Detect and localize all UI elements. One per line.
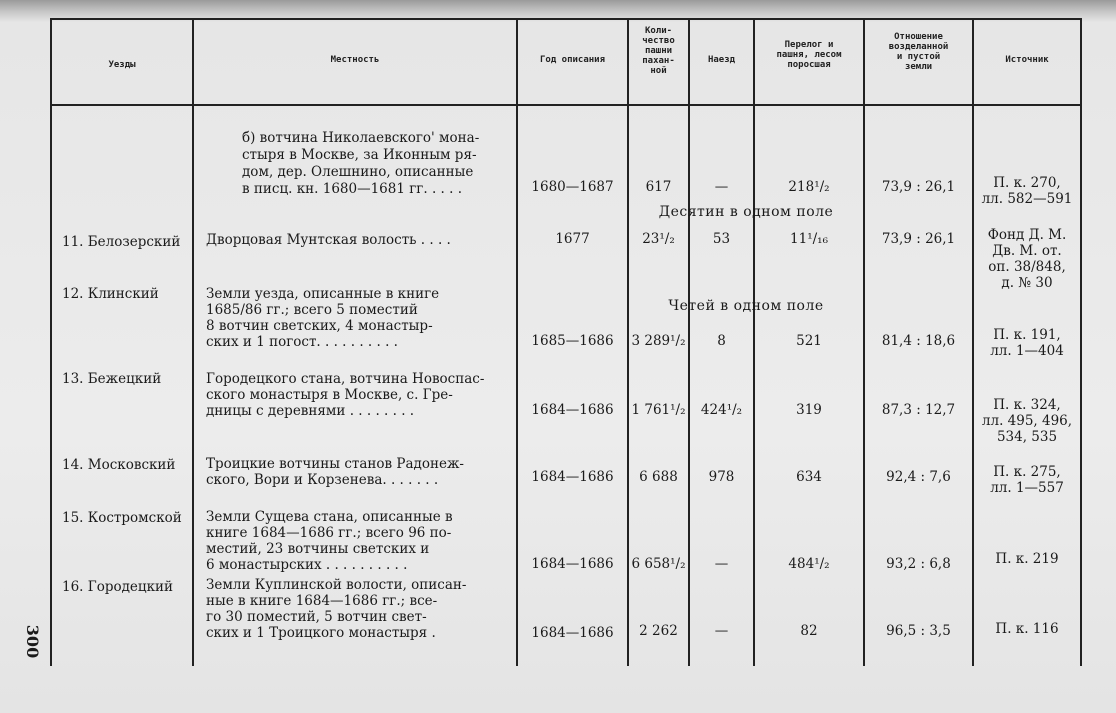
column-header-year: Год описания: [539, 55, 606, 65]
row-naezd: —: [714, 179, 729, 195]
row-otnoshenie: 73,9 : 26,1: [881, 231, 956, 247]
row-year: 1684—1686: [531, 556, 614, 572]
row-mestnost-line: б) вотчина Николаевского' мона-: [242, 130, 480, 146]
header-top-rule: [50, 18, 1082, 20]
row-mestnost-line: Городецкого стана, вотчина Новоспас-: [206, 371, 485, 387]
row-istochnik-line: П. к. 324,: [993, 397, 1061, 413]
row-perelog: 82: [800, 623, 818, 639]
row-istochnik-line: оп. 38/848,: [988, 259, 1066, 275]
row-istochnik-line: П. к. 270,: [993, 175, 1061, 191]
row-year: 1677: [555, 231, 590, 247]
row-pashnya: 617: [645, 179, 672, 195]
row-year: 1685—1686: [531, 333, 614, 349]
row-perelog: 319: [796, 402, 822, 418]
row-istochnik-line: 534, 535: [996, 429, 1058, 445]
row-year: 1680—1687: [531, 179, 614, 195]
row-istochnik-line: лл. 1—404: [990, 343, 1064, 359]
row-pashnya: 23¹/₂: [642, 231, 675, 247]
row-uezd: 12. Клинский: [62, 286, 159, 302]
row-istochnik-line: Дв. М. от.: [992, 243, 1062, 259]
column-header-istochnik: Источник: [1005, 55, 1049, 65]
row-mestnost-line: ских и 1 погост. . . . . . . . . .: [206, 334, 398, 350]
row-istochnik-line: Фонд Д. М.: [987, 227, 1067, 243]
row-naezd: 53: [712, 231, 731, 247]
row-mestnost-line: дницы с деревнями . . . . . . . .: [206, 403, 415, 419]
row-mestnost-line: в писц. кн. 1680—1681 гг. . . . .: [242, 181, 463, 197]
row-perelog: 11¹/₁₆: [790, 231, 828, 247]
subheading-desyatins: Десятин в одном поле: [658, 204, 834, 220]
row-mestnost-line: Земли Куплинской волости, описан-: [206, 577, 467, 593]
row-pashnya: 1 761¹/₂: [631, 402, 686, 418]
row-perelog: 634: [796, 469, 822, 485]
row-otnoshenie: 96,5 : 3,5: [886, 623, 951, 639]
row-naezd: —: [714, 623, 729, 639]
row-pashnya: 6 658¹/₂: [631, 556, 686, 572]
column-rule: [50, 18, 52, 666]
row-istochnik-line: П. к. 191,: [993, 327, 1061, 343]
row-perelog: 484¹/₂: [788, 556, 830, 572]
row-uezd: 15. Костромской: [62, 510, 182, 526]
row-mestnost-line: ского монастыря в Москве, с. Гре-: [206, 387, 453, 403]
row-istochnik-line: П. к. 219: [995, 551, 1059, 567]
row-istochnik-line: лл. 1—557: [990, 480, 1064, 496]
row-pashnya: 6 688: [639, 469, 678, 485]
row-perelog: 218¹/₂: [788, 179, 830, 195]
column-header-uezd: Уезды: [108, 60, 136, 70]
row-year: 1684—1686: [531, 469, 614, 485]
row-perelog: 521: [796, 333, 822, 349]
row-mestnost-line: Земли Сущева стана, описанные в: [206, 509, 453, 525]
row-naezd: 8: [717, 333, 726, 349]
row-pashnya: 3 289¹/₂: [631, 333, 686, 349]
column-header-naezd: Наезд: [707, 55, 736, 65]
row-mestnost-line: стыря в Москве, за Иконным ря-: [242, 147, 477, 163]
row-mestnost-line: 8 вотчин светских, 4 монастыр-: [206, 318, 433, 334]
header-bottom-rule: [50, 104, 1082, 106]
row-uezd: 16. Городецкий: [62, 579, 174, 595]
column-header-otnoshenie: Отношение возделанной и пустой земли: [888, 32, 949, 72]
row-mestnost-line: Троицкие вотчины станов Радонеж-: [206, 456, 464, 472]
row-otnoshenie: 92,4 : 7,6: [886, 469, 951, 485]
subheading-chetey: Четей в одном поле: [668, 298, 824, 314]
column-rule: [1080, 18, 1082, 666]
row-mestnost-line: го 30 поместий, 5 вотчин свет-: [206, 609, 427, 625]
column-rule: [192, 18, 194, 666]
row-istochnik-line: лл. 495, 496,: [981, 413, 1073, 429]
row-mestnost-line: 1685/86 гг.; всего 5 поместий: [206, 302, 418, 318]
row-otnoshenie: 73,9 : 26,1: [881, 179, 956, 195]
column-header-mestnost: Местность: [330, 55, 380, 65]
row-mestnost-line: местий, 23 вотчины светских и: [206, 541, 430, 557]
row-istochnik-line: П. к. 116: [995, 621, 1059, 637]
row-uezd: 13. Бежецкий: [62, 371, 162, 387]
row-istochnik-line: д. № 30: [1001, 275, 1053, 291]
row-mestnost-line: Земли уезда, описанные в книге: [206, 286, 440, 302]
row-istochnik-line: П. к. 275,: [993, 464, 1061, 480]
row-pashnya: 2 262: [639, 623, 678, 639]
row-year: 1684—1686: [531, 402, 614, 418]
column-header-perelog: Перелог и пашня, лесом поросшая: [776, 40, 842, 70]
row-otnoshenie: 81,4 : 18,6: [881, 333, 956, 349]
row-mestnost-line: ные в книге 1684—1686 гг.; все-: [206, 593, 438, 609]
row-naezd: 978: [708, 469, 735, 485]
row-mestnost-line: дом, дер. Олешнино, описанные: [242, 164, 474, 180]
row-istochnik-line: лл. 582—591: [981, 191, 1073, 207]
row-naezd: —: [714, 556, 729, 572]
row-mestnost-line: 6 монастырских . . . . . . . . . .: [206, 557, 408, 573]
row-naezd: 424¹/₂: [700, 402, 743, 418]
column-header-pashnya: Коли- чество пашни пахан- ной: [642, 26, 675, 76]
row-mestnost-line: ских и 1 Троицкого монастыря .: [206, 625, 436, 641]
page-number: 300: [23, 624, 43, 659]
row-otnoshenie: 93,2 : 6,8: [886, 556, 951, 572]
row-mestnost-line: книге 1684—1686 гг.; всего 96 по-: [206, 525, 452, 541]
row-uezd: 11. Белозерский: [62, 234, 181, 250]
row-mestnost-line: Дворцовая Мунтская волость . . . .: [206, 232, 451, 248]
row-mestnost-line: ского, Вори и Корзенева. . . . . . .: [206, 472, 439, 488]
row-year: 1684—1686: [531, 625, 614, 641]
row-otnoshenie: 87,3 : 12,7: [881, 402, 956, 418]
row-uezd: 14. Московский: [62, 457, 176, 473]
